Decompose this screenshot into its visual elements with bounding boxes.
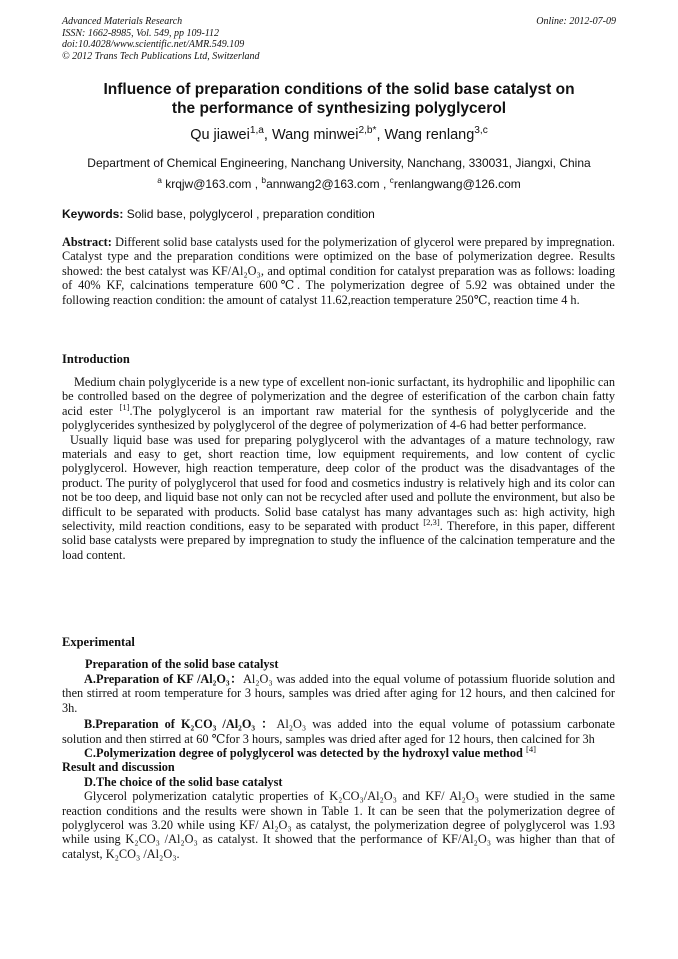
online-date: Online: 2012-07-09 bbox=[536, 16, 616, 27]
author-list bbox=[40, 127, 638, 143]
intro-paragraph-2 bbox=[62, 433, 615, 563]
choice-paragraph: Glycerol polymerization catalytic properties of K₂CO₃/Al₂O₃ and KF/ Al₂O₃ were studied in the same reaction conditions and the results were shown in Table 1. It can be seen that the polymerization degree of polyglycerol was 3.20 while using KF/ Al₂O₃ as catalyst, the polymerization degree of polyglycerol was 1.93 while using K₂CO₃ /Al₂O₃ as catalyst. It showed that the performance of KF/Al₂O₃ was higher than that of catalyst, K₂CO₃ /Al₂O₃. bbox=[62, 789, 615, 861]
prep-a-label: A.Preparation of KF /Al₂O₃： bbox=[84, 672, 243, 686]
author-3-affil: 3,c bbox=[474, 125, 488, 137]
paper-title bbox=[40, 80, 638, 118]
doi-line: doi:10.4028/www.scientific.net/AMR.549.109 bbox=[62, 39, 245, 50]
affiliation: Department of Chemical Engineering, Nanchang University, Nanchang, 330031, Jiangxi, China bbox=[87, 156, 591, 170]
journal-header bbox=[62, 16, 260, 62]
introduction-body bbox=[62, 375, 615, 562]
author-2: , Wang minwei bbox=[263, 127, 359, 143]
choice-subheading: D.The choice of the solid base catalyst bbox=[84, 774, 283, 789]
preparation-subheading: Preparation of the solid base catalyst bbox=[85, 657, 279, 671]
intro-p1-text-2: .The polyglycerol is an important raw material for the synthesis of polyglyceride and the polyglycerides synthesized by polyglycerol of the degree of polymerization of 4-6 had better performance. bbox=[62, 403, 616, 433]
intro-p2-text-2: . Therefore, in this paper, different solid base catalysts were prepared by impregnation to study the influence of the calcination temperature and the load content. bbox=[62, 519, 615, 562]
prep-c-label: C.Polymerization degree of polyglycerol was detected by the hydroxyl value method bbox=[84, 746, 523, 761]
keywords-label: Keywords: bbox=[62, 207, 124, 221]
email-a-mark: a bbox=[157, 175, 162, 185]
intro-p2-text: Usually liquid base was used for preparing polyglycerol with the advantages of a mature technology, raw materials and easy to get, short reaction time, low equipment requirements, and low content of cyclic polyglycerol. However, high reaction temperature, deep color of the product was the disadvantages of the product. The purity of polyglycerol that used for food and cosmetics industry is relatively high and its color can not be too deep, and liquid base not only can not be recycled after used and pollute the environment, but also be difficult to be separated with products. Solid base catalyst has many advantages such as: high activity, high selectivity, mild reaction conditions, easy to be separated with product bbox=[62, 432, 615, 534]
abstract bbox=[62, 235, 615, 307]
copyright-line: © 2012 Trans Tech Publications Ltd, Switzerland bbox=[62, 50, 260, 62]
prep-a-text: Al₂O₃ was added into the equal volume of potassium fluoride solution and then stirred at room temperature for 3 hours, samples was dried after aging for 12 hours, and then calcined for 3h. bbox=[62, 672, 615, 715]
author-1: Qu jiawei bbox=[190, 127, 250, 143]
intro-paragraph-1 bbox=[62, 375, 615, 433]
experimental-body bbox=[62, 672, 615, 861]
intro-ref-2: [2,3] bbox=[423, 516, 440, 527]
email-list bbox=[40, 177, 638, 191]
prep-c-paragraph bbox=[62, 743, 615, 761]
prep-b-text: Al₂O₃ was added into the equal volume of potassium carbonate solution and then stirred at 60 ℃for 3 hours, samples was dried after aged for 12 hours, then calcined for 3h bbox=[62, 717, 615, 746]
results-heading: Result and discussion bbox=[62, 760, 175, 775]
intro-p1-text: Medium chain polyglyceride is a new type of excellent non-ionic surfactant, its hydrophilic and lipophilic can be controlled based on the degree of polymerization and the degree of esterification of the carbon chain fatty acid ester bbox=[62, 375, 615, 418]
experimental-heading: Experimental bbox=[62, 635, 135, 649]
results-heading-line bbox=[62, 760, 615, 774]
abstract-text: Different solid base catalysts used for the polymerization of glycerol were prepared by impregnation. Catalyst type and the preparation conditions were optimized on the base of polymerization degree. Results showed: the best catalyst was KF/Al₂O₃, and optimal condition for catalyst preparation was as follows: loading of 40% KF, calcinations temperature 600℃. The polymerization degree of 5.92 was obtained under the following reaction condition: the amount of catalyst 11.62,reaction temperature 250℃, reaction time 4 h. bbox=[62, 235, 615, 307]
intro-ref-1: [1] bbox=[119, 401, 130, 412]
choice-subheading-line bbox=[62, 775, 615, 789]
email-b: annwang2@163.com , bbox=[266, 177, 390, 191]
title-line-2: the performance of synthesizing polyglycerol bbox=[171, 100, 507, 117]
introduction-heading: Introduction bbox=[62, 352, 130, 366]
email-a: krqjw@163.com , bbox=[161, 177, 262, 191]
issn-line: ISSN: 1662-8985, Vol. 549, pp 109-112 bbox=[62, 27, 220, 39]
prep-a-paragraph bbox=[62, 672, 615, 715]
keywords-text: Solid base, polyglycerol , preparation condition bbox=[123, 207, 375, 221]
email-c: renlangwang@126.com bbox=[393, 177, 521, 191]
keywords bbox=[62, 207, 375, 221]
title-line-1: Influence of preparation conditions of the solid base catalyst on bbox=[103, 81, 575, 98]
email-b-mark: b bbox=[261, 175, 267, 185]
prep-b-label: B.Preparation of K₂CO₃ /Al₂O₃ ： bbox=[84, 717, 277, 732]
prep-c-ref: [4] bbox=[525, 743, 536, 754]
abstract-label: Abstract: bbox=[62, 235, 112, 249]
prep-b-paragraph bbox=[62, 717, 615, 746]
email-c-mark: c bbox=[389, 175, 394, 185]
journal-name: Advanced Materials Research bbox=[62, 16, 183, 27]
author-1-affil: 1,a bbox=[249, 125, 264, 137]
author-3: , Wang renlang bbox=[376, 127, 475, 143]
author-2-affil: 2,b* bbox=[358, 125, 377, 137]
